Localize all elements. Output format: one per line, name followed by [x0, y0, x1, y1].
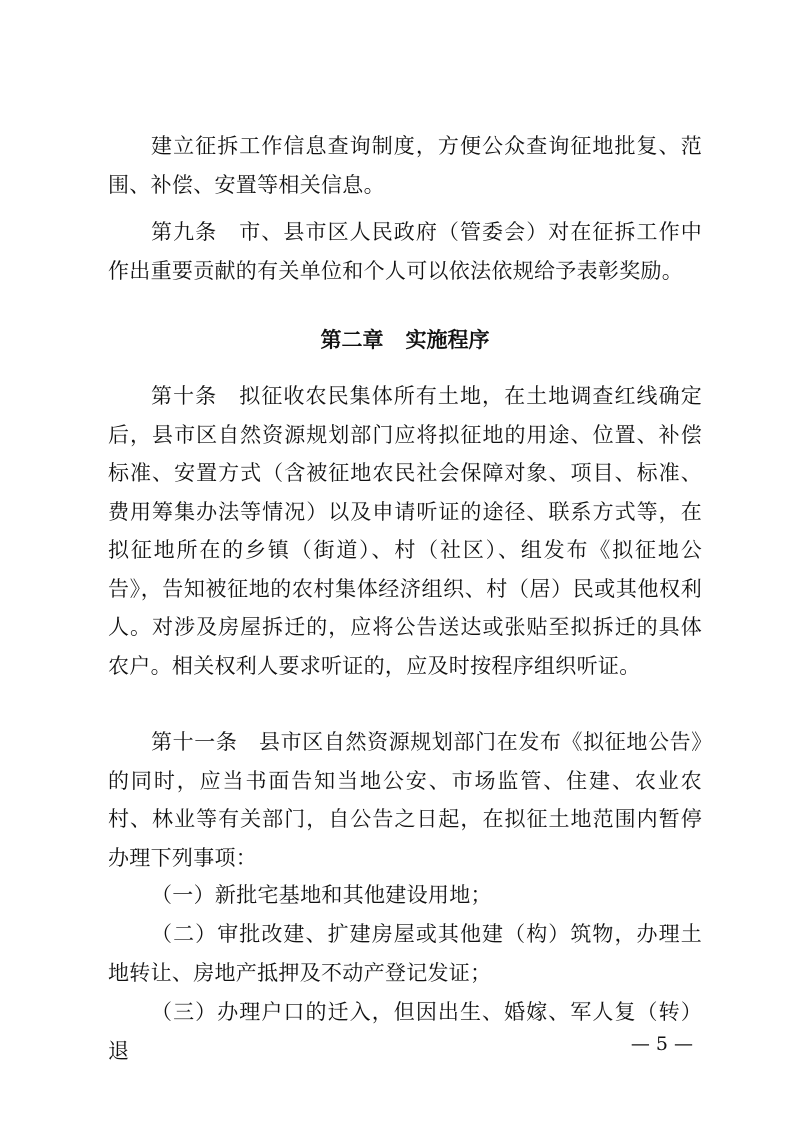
chapter-number: 第二章: [320, 328, 384, 352]
list-item-3: （三）办理户口的迁入，但因出生、婚嫁、军人复（转）退: [108, 1000, 702, 1063]
list-item-2: （二）审批改建、扩建房屋或其他建（构）筑物，办理土地转让、房地产抵押及不动产登记发证；: [108, 922, 702, 985]
paragraph-article-11: 第十一条 县市区自然资源规划部门在发布《拟征地公告》的同时，应当书面告知当地公安、市场监管、住建、农业农村、林业等有关部门，自公告之日起，在拟征土地范围内暂停办理下列事项：: [108, 730, 702, 870]
chapter-title: 实施程序: [405, 328, 490, 352]
chapter-heading: [108, 321, 702, 359]
paragraph-article-10: 第十条 拟征收农民集体所有土地，在土地调查红线确定后，县市区自然资源规划部门应将拟征地的用途、位置、补偿标准、安置方式（含被征地农民社会保障对象、项目、标准、费用筹集办法等情况）以及申请听证的途径、联系方式等，在拟征地所在的乡镇（街道）、村（社区）、组发布《拟征地公告》，告知被征地的农村集体经济组织、村（居）民或其他权利人。对涉及房屋拆迁的，应将公告送达或张贴至拟拆迁的具体农户。相关权利人要求听证的，应及时按程序组织听证。: [108, 384, 702, 678]
list-item-1: （一）新批宅基地和其他建设用地；: [151, 883, 492, 907]
paragraph-info-query: 建立征拆工作信息查询制度，方便公众查询征地批复、范围、补偿、安置等相关信息。: [108, 134, 702, 197]
paragraph-article-9: 第九条 市、县市区人民政府（管委会）对在征拆工作中作出重要贡献的有关单位和个人可以依法依规给予表彰奖励。: [108, 220, 702, 283]
page-number: — 5 —: [630, 1033, 693, 1055]
